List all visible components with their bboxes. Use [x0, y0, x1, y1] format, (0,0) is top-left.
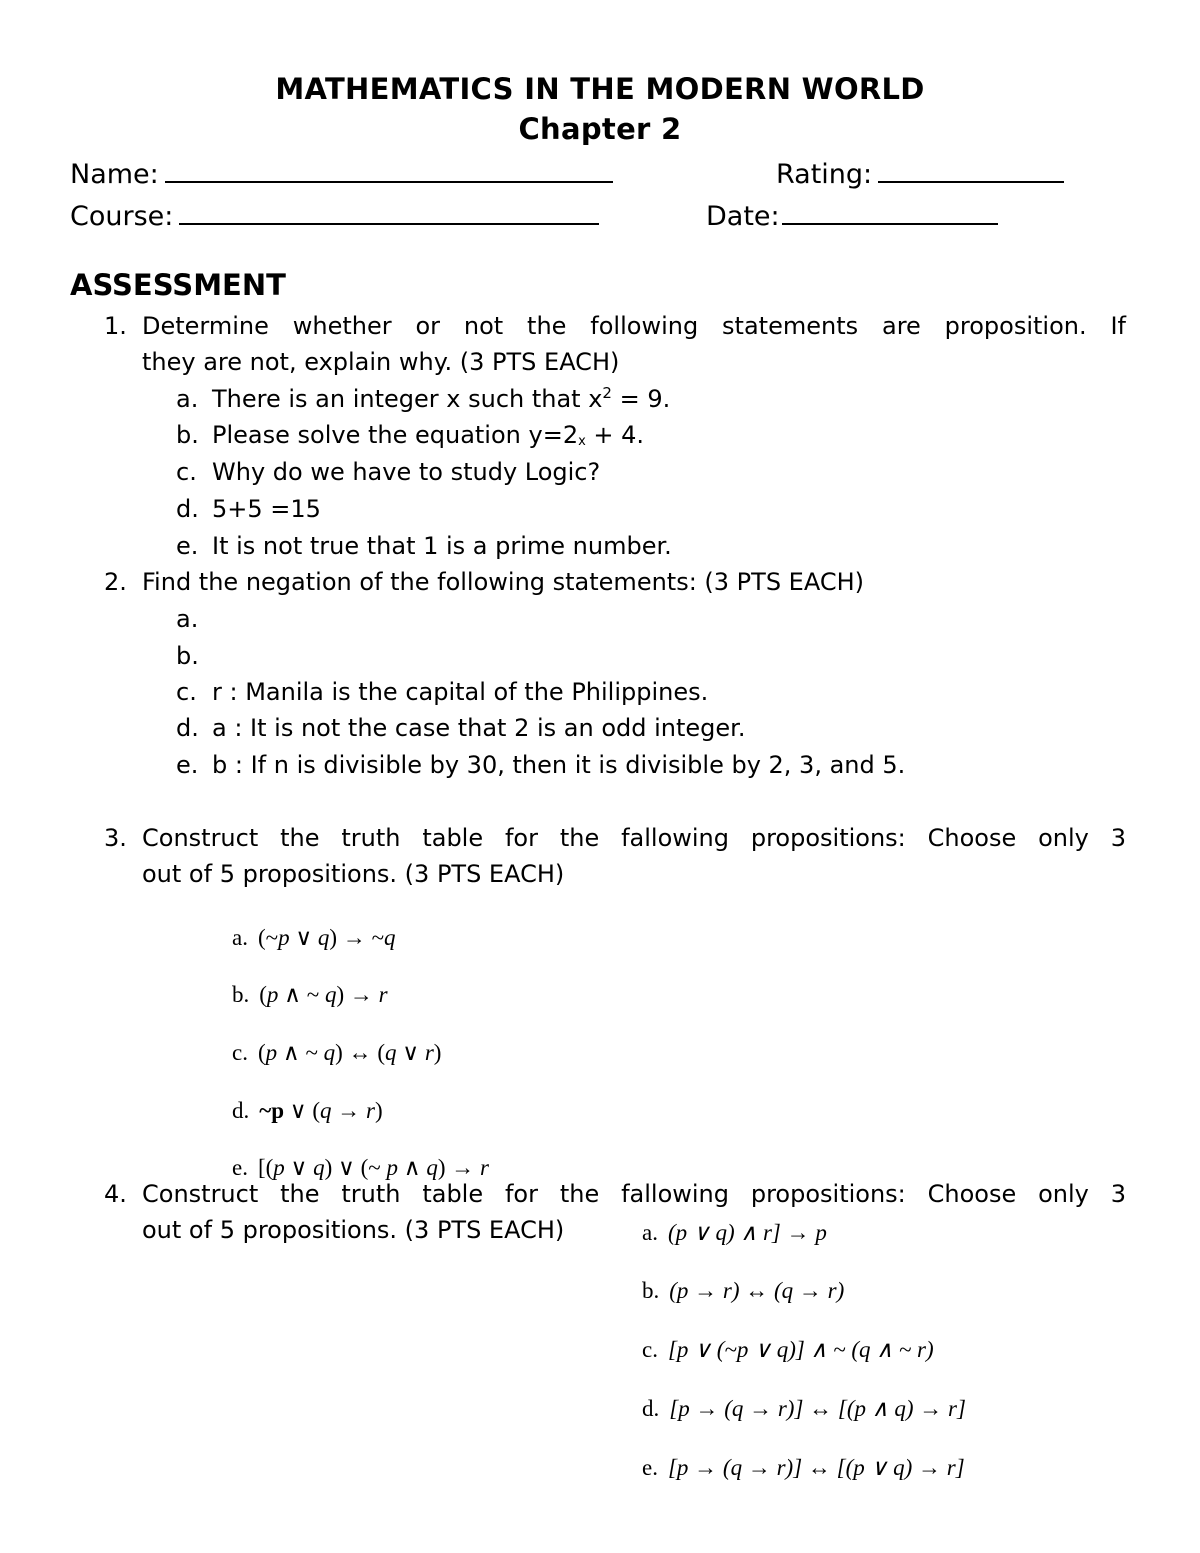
list-item: It is not true that 1 is a prime number.: [212, 532, 672, 560]
question-text: Construct the truth table for the fallowing propositions: Choose only 3: [142, 1180, 1126, 1208]
question-number: 1.: [104, 312, 127, 340]
item-label: b.: [176, 421, 199, 449]
rating-field: [776, 157, 1064, 190]
question-text: out of 5 propositions. (3 PTS EACH): [142, 860, 565, 888]
question-text: out of 5 propositions. (3 PTS EACH): [142, 1216, 565, 1244]
chapter-title: Chapter 2: [518, 112, 682, 146]
name-blank: [165, 157, 613, 183]
course-field: [70, 199, 599, 232]
question-number: 2.: [104, 568, 127, 596]
list-item: b : If n is divisible by 30, then it is divisible by 2, 3, and 5.: [212, 751, 906, 779]
name-field: [70, 157, 613, 190]
question-number: 3.: [104, 824, 127, 852]
item-label: a.: [176, 605, 199, 633]
formula: e. [p → (q → r)] ↔ [(p ∨ q) → r]: [642, 1455, 965, 1480]
item-label: a.: [176, 385, 199, 413]
rating-label: Rating:: [776, 159, 873, 190]
formula: c. [p ∨ (~p ∨ q)] ∧ ~ (q ∧ ~ r): [642, 1337, 934, 1362]
question-text: Find the negation of the following statements: (3 PTS EACH): [142, 568, 865, 596]
item-label: c.: [176, 678, 197, 706]
list-item: 5+5 =15: [212, 495, 321, 523]
formula: c. (p ∧ ~ q) ↔ (q ∨ r): [232, 1040, 442, 1065]
list-item: Please solve the equation $y=2_x + 4$.: [212, 421, 645, 449]
question-number: 4.: [104, 1180, 127, 1208]
item-label: e.: [176, 751, 199, 779]
date-blank: [782, 199, 998, 225]
list-item: a : It is not the case that 2 is an odd integer.: [212, 714, 746, 742]
question-text: Construct the truth table for the fallowing propositions: Choose only 3: [142, 824, 1126, 852]
date-field: [706, 199, 998, 232]
formula: e. [(p ∨ q) ∨ (~ p ∧ q) → r: [232, 1155, 489, 1180]
course-blank: [179, 199, 599, 225]
document-title: MATHEMATICS IN THE MODERN WORLD: [275, 72, 925, 106]
section-title: ASSESSMENT: [70, 268, 286, 302]
question-text: Determine whether or not the following statements are proposition. If: [142, 312, 1126, 340]
name-label: Name:: [70, 159, 159, 190]
course-label: Course:: [70, 201, 174, 232]
question-text: they are not, explain why. (3 PTS EACH): [142, 348, 620, 376]
formula: a. (p ∨ q) ∧ r] → p: [642, 1220, 827, 1245]
list-item: Why do we have to study Logic?: [212, 458, 601, 486]
item-label: d.: [176, 495, 199, 523]
item-label: b.: [176, 642, 199, 670]
list-item: r : Manila is the capital of the Philippines.: [212, 678, 709, 706]
rating-blank: [878, 157, 1064, 183]
formula: b. (p → r) ↔ (q → r): [642, 1278, 845, 1303]
date-label: Date:: [706, 201, 780, 232]
list-item: There is an integer x such that $x^2 = 9$.: [212, 384, 671, 413]
item-label: e.: [176, 532, 199, 560]
formula: a. (~p ∨ q) → ~q: [232, 925, 396, 950]
item-label: d.: [176, 714, 199, 742]
formula: d. [p → (q → r)] ↔ [(p ∧ q) → r]: [642, 1396, 966, 1421]
item-label: c.: [176, 458, 197, 486]
formula: b. (p ∧ ~ q) → r: [232, 982, 388, 1007]
formula: d. ~p ∨ (q → r): [232, 1098, 383, 1123]
